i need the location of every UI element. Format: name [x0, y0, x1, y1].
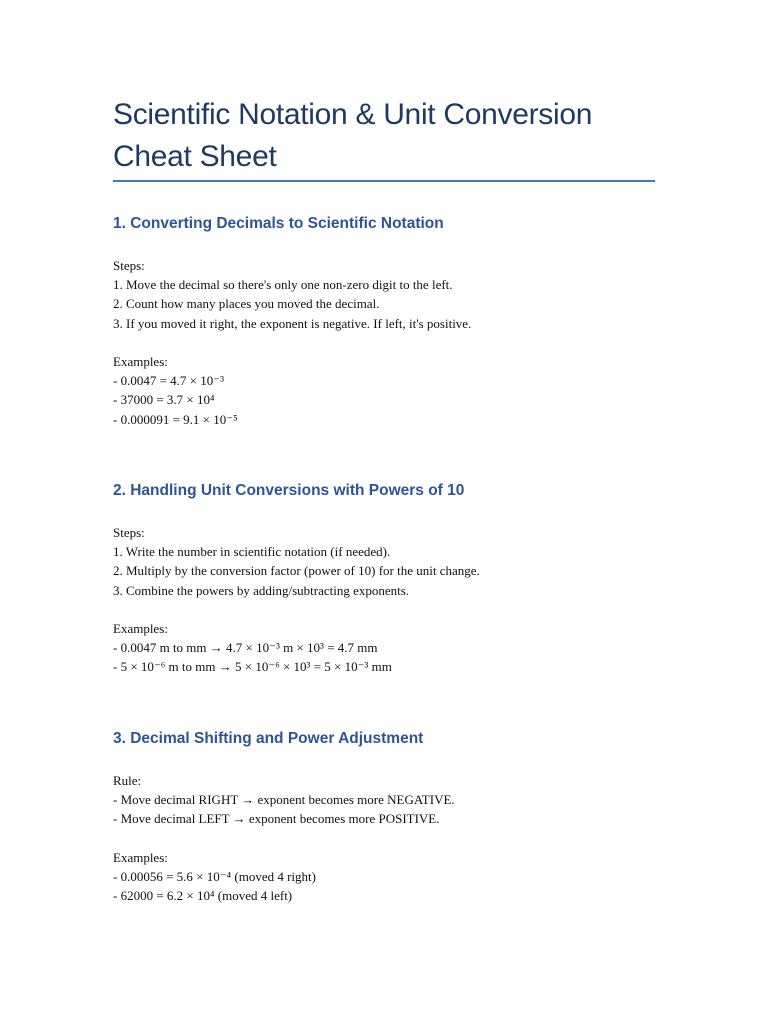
- section-1-steps-label: Steps:: [113, 258, 145, 273]
- section-1-examples-label: Examples:: [113, 353, 168, 369]
- section-3-body: [113, 771, 673, 905]
- section-2-body: [113, 523, 673, 677]
- section-2-step: 2. Multiply by the conversion factor (power of 10) for the unit change.: [113, 563, 480, 579]
- section-1-example: - 0.0047 = 4.7 × 10⁻³: [113, 373, 225, 389]
- section-1-example: - 0.000091 = 9.1 × 10⁻⁵: [113, 411, 238, 427]
- section-3-example: - 62000 = 6.2 × 10⁴ (moved 4 left): [113, 888, 293, 904]
- section-1-step: 1. Move the decimal so there's only one non-zero digit to the left.: [113, 277, 453, 293]
- section-1-step: 2. Count how many places you moved the decimal.: [113, 296, 380, 312]
- title-underline: [113, 180, 655, 182]
- section-3-rule: - Move decimal RIGHT → exponent becomes more NEGATIVE.: [113, 792, 455, 808]
- section-2-step: 3. Combine the powers by adding/subtracting exponents.: [113, 582, 410, 598]
- section-2-steps-label: Steps:: [113, 525, 145, 540]
- section-1-body: [113, 256, 673, 429]
- section-3-example: - 0.00056 = 5.6 × 10⁻⁴ (moved 4 right): [113, 868, 316, 884]
- section-2-example: - 0.0047 m to mm → 4.7 × 10⁻³ m × 10³ = 4.7 mm: [113, 640, 378, 656]
- section-3-heading: 3. Decimal Shifting and Power Adjustment: [113, 730, 424, 747]
- section-1-heading: 1. Converting Decimals to Scientific Notation: [113, 215, 444, 232]
- section-3-rule: - Move decimal LEFT → exponent becomes more POSITIVE.: [113, 811, 440, 827]
- section-3-examples-label: Examples:: [113, 849, 168, 865]
- section-3-rule-label: Rule:: [113, 773, 142, 788]
- paragraph-gap: [113, 829, 673, 848]
- section-2-example: - 5 × 10⁻⁶ m to mm → 5 × 10⁻⁶ × 10³ = 5 × 10⁻³ mm: [113, 659, 392, 675]
- section-1-step: 3. If you moved it right, the exponent is negative. If left, it's positive.: [113, 315, 472, 331]
- section-1-example: - 37000 = 3.7 × 10⁴: [113, 392, 215, 408]
- section-2-step: 1. Write the number in scientific notation (if needed).: [113, 544, 391, 560]
- section-2-heading: 2. Handling Unit Conversions with Powers of 10: [113, 482, 465, 499]
- section-2-examples-label: Examples:: [113, 620, 168, 636]
- paragraph-gap: [113, 333, 673, 352]
- paragraph-gap: [113, 600, 673, 619]
- document-title: Scientific Notation & Unit Conversion Cheat Sheet: [113, 98, 593, 173]
